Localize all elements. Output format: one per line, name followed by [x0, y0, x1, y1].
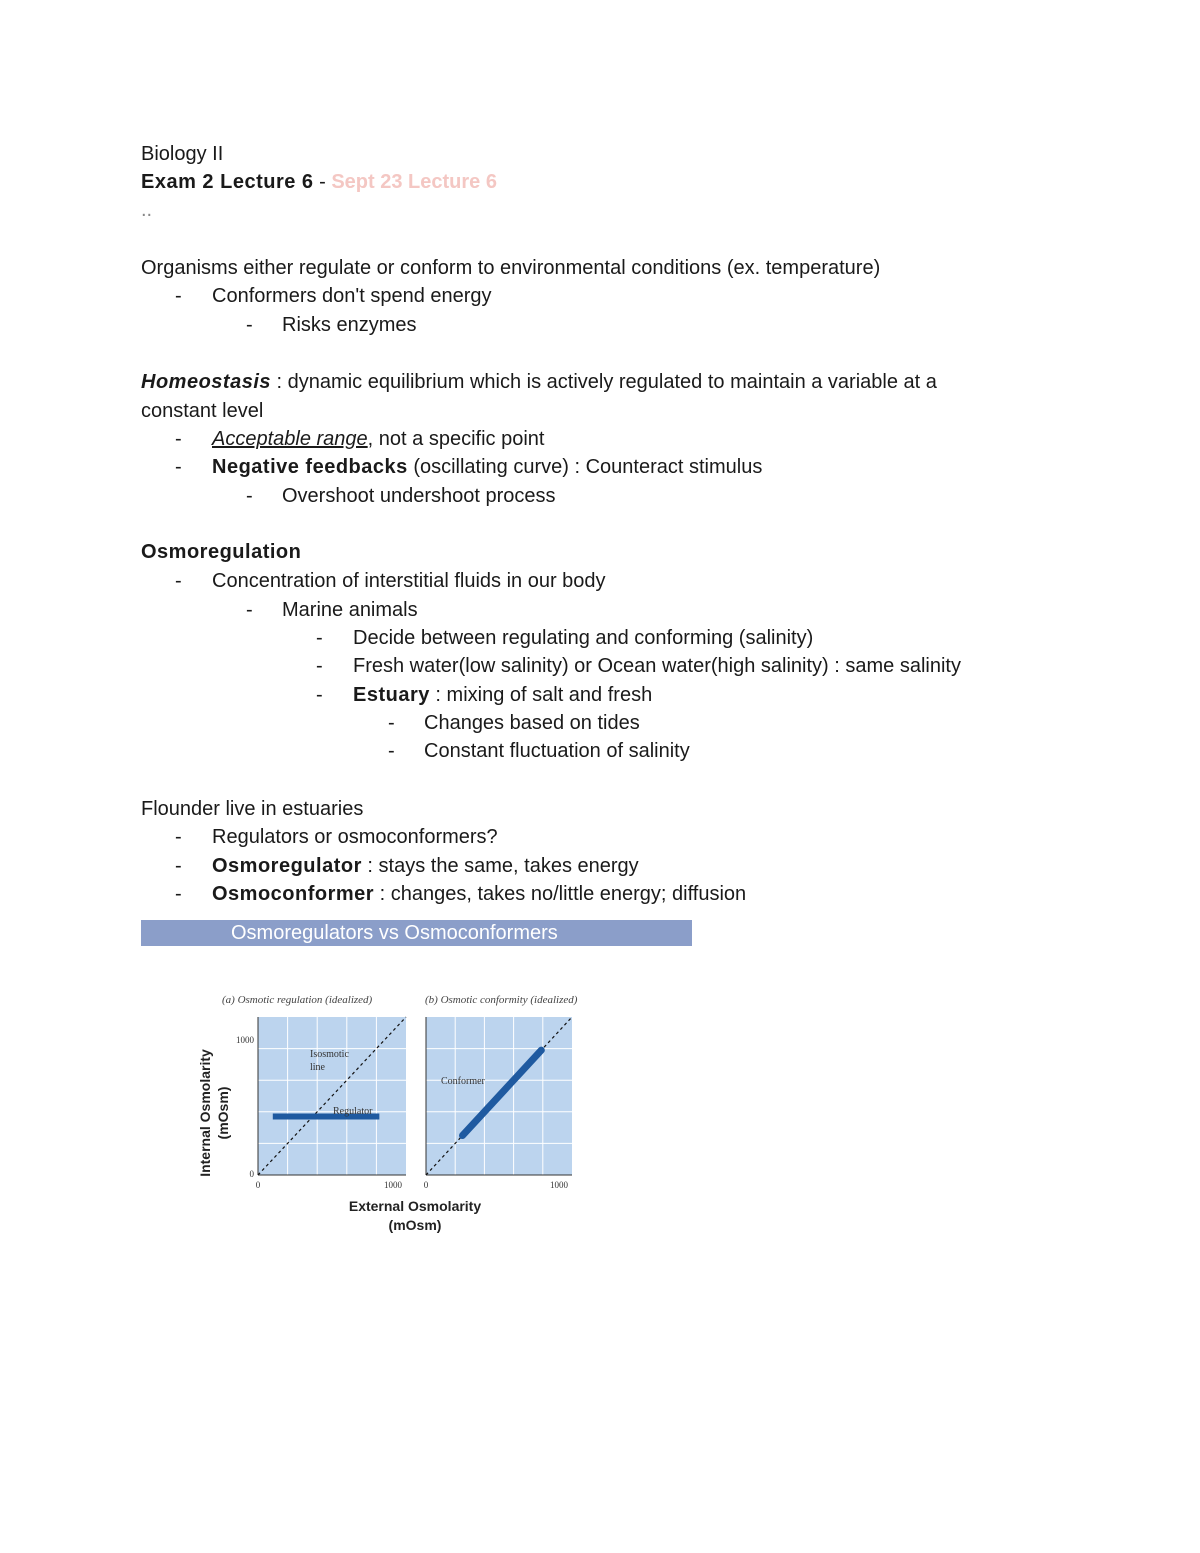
bullet-dash: - [175, 456, 182, 478]
decide-item: Decide between regulating and conforming (salinity) [353, 627, 814, 649]
bullet-dash: - [175, 826, 182, 848]
interstitial-item: Concentration of interstitial fluids in our body [212, 570, 606, 592]
panel-a-tick-1000: 1000 [236, 1035, 254, 1045]
bullet-dash: - [246, 599, 253, 621]
isosmotic-label-line1: Isosmotic [310, 1049, 349, 1060]
bullet-dash: - [316, 627, 323, 649]
figure-banner [141, 920, 692, 946]
osmoregulator-term: Osmoregulator [212, 855, 362, 877]
bullet-dash: - [175, 570, 182, 592]
y-axis-label-line2: (mOsm) [215, 1086, 231, 1140]
bullet-dash: - [175, 855, 182, 877]
tides-item: Changes based on tides [424, 712, 640, 734]
date-label: Sept 23 Lecture 6 [331, 171, 497, 193]
estuary-rest: : mixing of salt and fresh [429, 684, 653, 706]
acceptable-range-rest: , not a specific point [367, 428, 545, 450]
bullet-dash: - [388, 712, 395, 734]
bullet-dash: - [175, 883, 182, 905]
marine-animals-item: Marine animals [282, 599, 418, 621]
negative-feedback-item [212, 455, 762, 479]
acceptable-range-term: Acceptable range [212, 428, 368, 450]
homeostasis-term: Homeostasis [141, 371, 271, 393]
osmoconformer-term: Osmoconformer [212, 883, 375, 905]
overshoot-item: Overshoot undershoot process [282, 485, 556, 507]
acceptable-range-item [212, 427, 544, 451]
panel-a-xtick-1000: 1000 [384, 1180, 402, 1190]
y-axis-label-line1: Internal Osmolarity [197, 1049, 213, 1177]
panel-a-title: (a) Osmotic regulation (idealized) [222, 994, 373, 1006]
osmoregulator-item [212, 854, 639, 878]
panel-a-tick-0: 0 [249, 1169, 254, 1179]
homeostasis-def-line2: constant level [141, 400, 264, 422]
exam-label: Exam 2 Lecture 6 [141, 171, 314, 193]
lecture-heading [141, 170, 497, 194]
regulator-label: Regulator [333, 1106, 373, 1117]
y-axis-label [197, 1049, 231, 1177]
panel-a-xtick-0: 0 [255, 1180, 261, 1190]
salinity-item: Fresh water(low salinity) or Ocean water(high salinity) : same salinity [353, 655, 961, 677]
panel-b-xtick-1000: 1000 [550, 1180, 568, 1190]
panel-b-title: (b) Osmotic conformity (idealized) [425, 994, 578, 1006]
panel-b-xtick-0: 0 [423, 1180, 429, 1190]
negative-feedback-term: Negative feedbacks [212, 456, 408, 478]
bullet-dash: - [316, 684, 323, 706]
homeostasis-definition [141, 370, 937, 394]
bullet-dash: - [246, 485, 253, 507]
bullet-dash: - [316, 655, 323, 677]
conformer-label: Conformer [441, 1076, 485, 1087]
osmoconformer-item [212, 882, 746, 906]
estuary-term: Estuary [353, 684, 430, 706]
bullet-dash: - [175, 428, 182, 450]
estuary-item [353, 683, 652, 707]
osmoregulation-heading: Osmoregulation [141, 541, 302, 563]
osmolarity-figure [190, 985, 610, 1240]
osmoregulator-rest: : stays the same, takes energy [361, 855, 639, 877]
risks-enzymes-item: Risks enzymes [282, 314, 417, 336]
osmoconformer-rest: : changes, takes no/little energy; diffusion [374, 883, 747, 905]
bullet-dash: - [388, 740, 395, 762]
bullet-dash: - [175, 285, 182, 307]
flounder-intro: Flounder live in estuaries [141, 798, 364, 820]
bullet-dash: - [246, 314, 253, 336]
regulators-question-item: Regulators or osmoconformers? [212, 826, 498, 848]
figure-banner-title: Osmoregulators vs Osmoconformers [231, 922, 558, 944]
heading-separator: - [313, 171, 332, 193]
dots: .. [141, 199, 153, 221]
negative-feedback-rest: (oscillating curve) : Counteract stimulus [407, 456, 763, 478]
regulate-intro: Organisms either regulate or conform to environmental conditions (ex. temperature) [141, 257, 881, 279]
fluctuation-item: Constant fluctuation of salinity [424, 740, 690, 762]
conformers-item: Conformers don't spend energy [212, 285, 492, 307]
course-title: Biology II [141, 143, 224, 165]
x-axis-label-line2: (mOsm) [388, 1217, 442, 1233]
x-axis-label-line1: External Osmolarity [348, 1198, 482, 1214]
isosmotic-label-line2: line [310, 1062, 325, 1073]
homeostasis-def-line1: : dynamic equilibrium which is actively regulated to maintain a variable at a [271, 371, 937, 393]
